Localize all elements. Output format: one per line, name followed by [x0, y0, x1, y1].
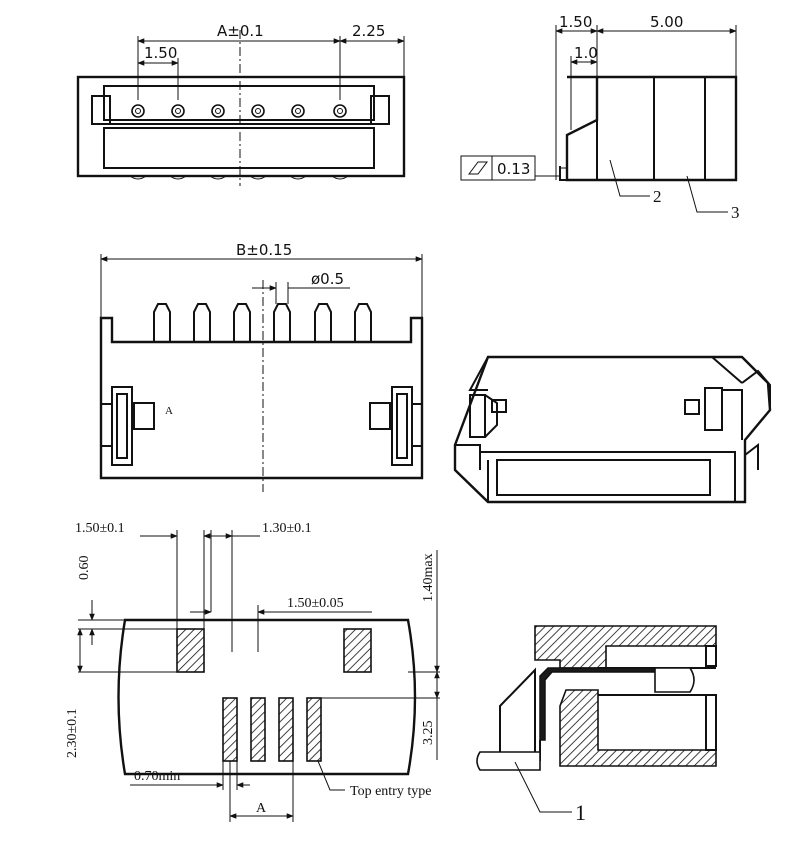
mount-pad-right: [344, 629, 371, 672]
pcb-layout: [65, 521, 440, 822]
callout-1: 1: [575, 800, 586, 825]
dim-230: 2.30±0.1: [65, 708, 80, 758]
dim-top-pitch: 1.50: [144, 44, 178, 62]
isometric-view: [455, 357, 770, 502]
dim-pad-width: 1.50±0.1: [75, 521, 125, 536]
flatness-value: 0.13: [497, 160, 531, 178]
front-view: [101, 241, 422, 492]
top-view-housing: [78, 77, 404, 176]
top-view: [78, 22, 404, 186]
front-view-housing: [101, 318, 422, 478]
callout-3: 3: [731, 203, 740, 222]
side-view: [461, 13, 740, 222]
dim-325: 3.25: [421, 720, 436, 745]
dim-a: A±0.1: [217, 22, 264, 40]
dim-pad-gap: 1.30±0.1: [262, 521, 312, 536]
top-entry-note: Top entry type: [350, 784, 432, 799]
dim-pin-dia: ø0.5: [311, 270, 345, 288]
dim-b: B±0.15: [236, 241, 293, 259]
mount-pad-left: [177, 629, 204, 672]
dim-070: 0.70min: [134, 769, 181, 784]
dim-side-left: 1.50: [559, 13, 593, 31]
contact-pin: [540, 668, 660, 740]
dim-side-inner: 1.0: [574, 44, 598, 62]
flatness-icon: [469, 162, 487, 174]
dim-060: 0.60: [77, 555, 92, 580]
dim-pcb-a: A: [256, 801, 267, 816]
dim-top-right: 2.25: [352, 22, 386, 40]
dim-max-height: 1.40max: [421, 553, 436, 602]
dim-side-width: 5.00: [650, 13, 684, 31]
section-housing-bottom: [560, 690, 716, 766]
side-view-housing: [567, 77, 736, 180]
section-housing-top: [535, 626, 716, 668]
section-view: [477, 626, 716, 825]
dim-pcb-pitch: 1.50±0.05: [287, 596, 344, 611]
callout-2: 2: [653, 187, 662, 206]
front-marker-a: A: [165, 405, 173, 417]
